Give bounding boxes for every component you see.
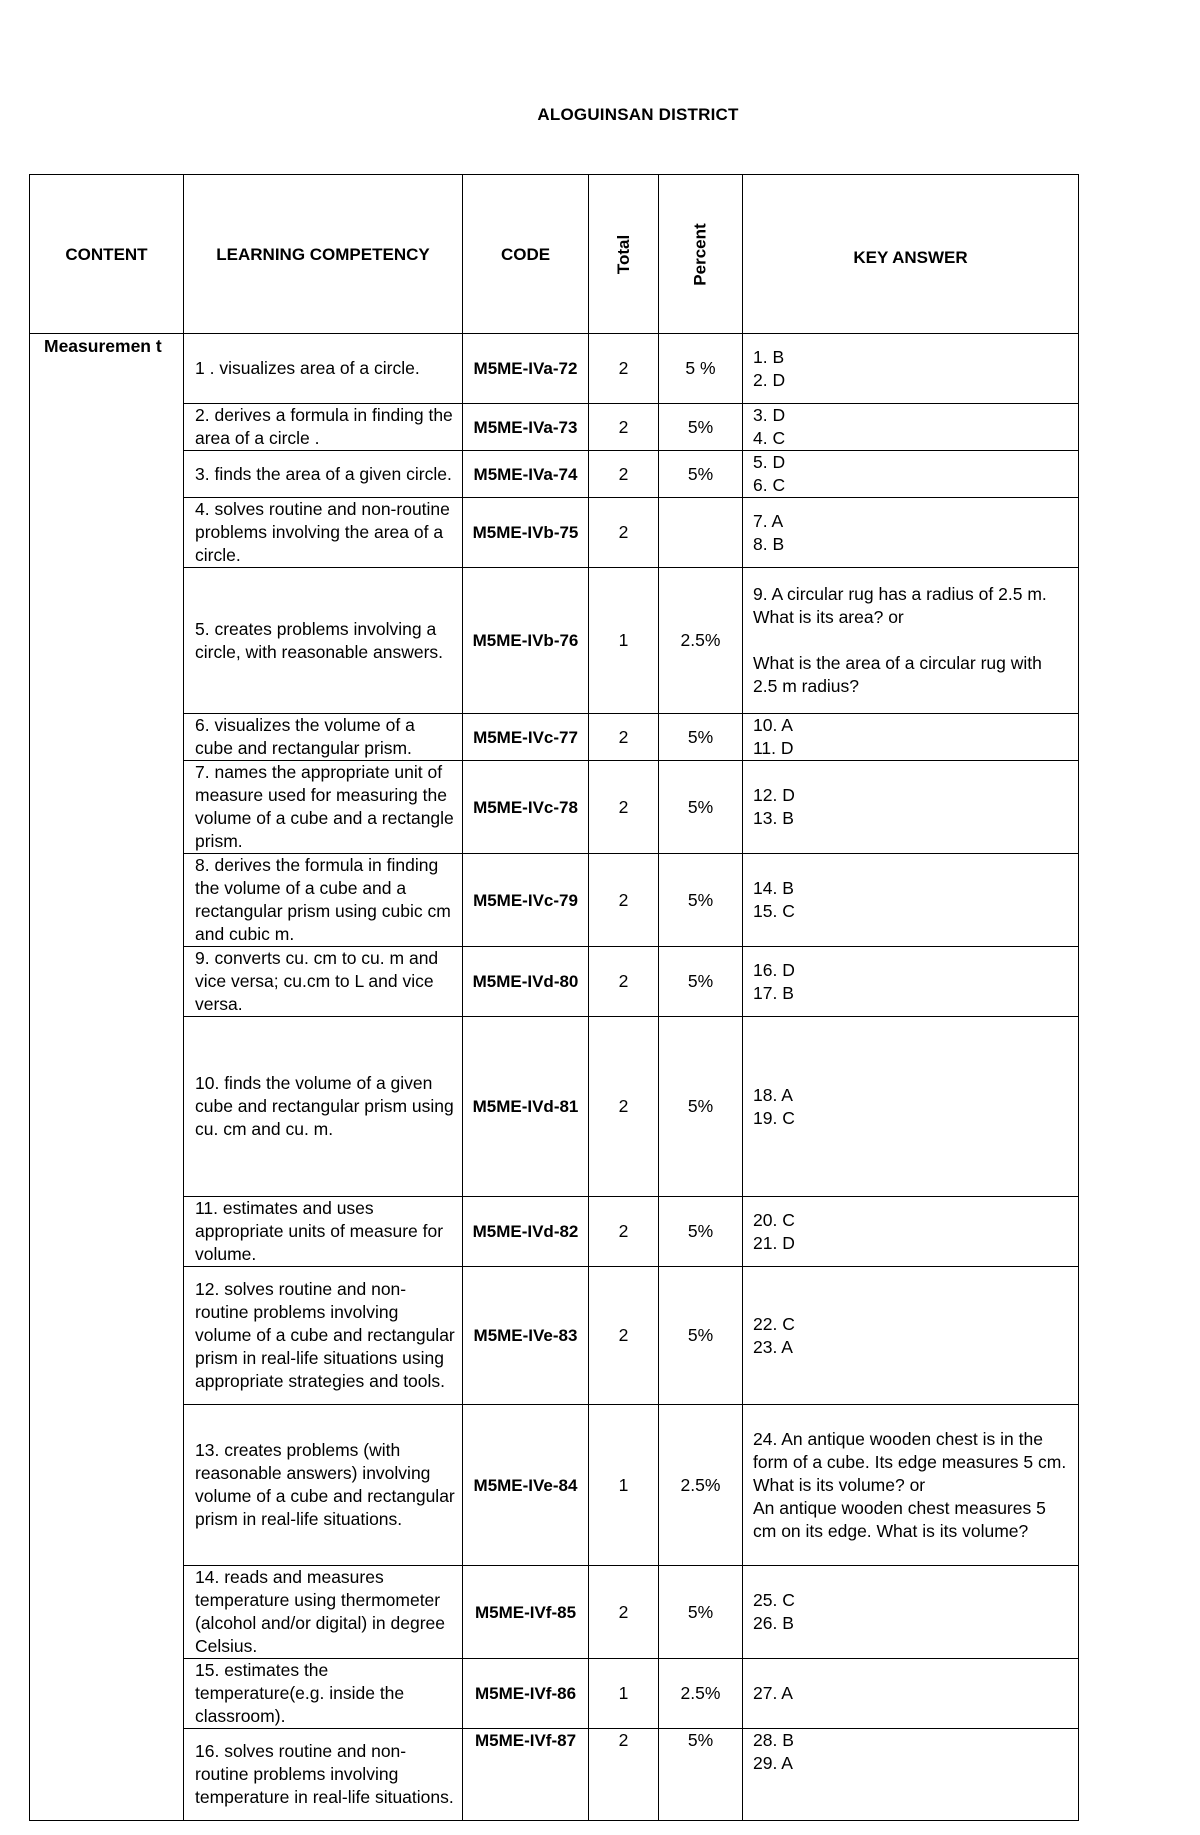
- key-answer-cell: [743, 1405, 1079, 1566]
- key-answer-line: 8. B: [753, 533, 785, 554]
- header-code: CODE: [463, 175, 589, 334]
- code-cell: M5ME-IVc-79: [463, 854, 589, 947]
- key-answer-line: An antique wooden chest measures 5 cm on its edge. What is its volume?: [753, 1497, 1046, 1541]
- key-answer-cell: [743, 451, 1079, 498]
- key-answer-line: 24. An antique wooden chest is in the form of a cube. Its edge measures 5 cm. What is its volume? or: [753, 1428, 1067, 1495]
- table-of-specifications: [29, 174, 1079, 1821]
- code-cell: M5ME-IVf-87: [463, 1729, 589, 1821]
- table-row: [30, 498, 1079, 568]
- percent-cell: 5%: [659, 854, 743, 947]
- key-answer-line: 21. D: [753, 1232, 795, 1253]
- total-cell: 2: [589, 334, 659, 404]
- key-answer-line: 29. A: [753, 1753, 793, 1773]
- competency-cell: 5. creates problems involving a circle, with reasonable answers.: [184, 568, 463, 714]
- code-cell: M5ME-IVd-80: [463, 947, 589, 1017]
- competency-cell: 14. reads and measures temperature using thermometer (alcohol and/or digital) in degree Celsius.: [184, 1566, 463, 1659]
- total-cell: 2: [589, 761, 659, 854]
- competency-cell: 10. finds the volume of a given cube and rectangular prism using cu. cm and cu. m.: [184, 1017, 463, 1197]
- table-row: [30, 714, 1079, 761]
- key-answer-cell: [743, 947, 1079, 1017]
- code-cell: M5ME-IVa-74: [463, 451, 589, 498]
- key-answer-cell: [743, 1017, 1079, 1197]
- key-answer-cell: [743, 854, 1079, 947]
- table-row: [30, 334, 1079, 404]
- table-row: [30, 404, 1079, 451]
- percent-cell: 5%: [659, 1729, 743, 1821]
- code-cell: M5ME-IVc-77: [463, 714, 589, 761]
- code-cell: M5ME-IVc-78: [463, 761, 589, 854]
- percent-cell: 5%: [659, 404, 743, 451]
- table-row: [30, 1659, 1079, 1729]
- header-percent-cell: [659, 175, 743, 334]
- percent-cell: [659, 498, 743, 568]
- percent-cell: 5%: [659, 1197, 743, 1267]
- competency-cell: 1 . visualizes area of a circle.: [184, 334, 463, 404]
- table-row: [30, 568, 1079, 714]
- header-percent: Percent: [691, 222, 710, 286]
- percent-cell: 5%: [659, 451, 743, 498]
- percent-cell: 5%: [659, 761, 743, 854]
- code-cell: M5ME-IVe-83: [463, 1267, 589, 1405]
- table-row: [30, 1017, 1079, 1197]
- code-cell: M5ME-IVa-72: [463, 334, 589, 404]
- table-row: [30, 854, 1079, 947]
- key-answer-line: 20. C: [753, 1209, 795, 1230]
- key-answer-cell: [743, 334, 1079, 404]
- competency-cell: 16. solves routine and non-routine problems involving temperature in real-life situations.: [184, 1729, 463, 1821]
- code-cell: M5ME-IVf-86: [463, 1659, 589, 1729]
- competency-cell: 2. derives a formula in finding the area of a circle .: [184, 404, 463, 451]
- percent-cell: 5%: [659, 1017, 743, 1197]
- key-answer-cell: [743, 568, 1079, 714]
- key-answer-line: 15. C: [753, 901, 795, 921]
- key-answer-line: 23. A: [753, 1336, 793, 1357]
- total-cell: 2: [589, 404, 659, 451]
- code-cell: M5ME-IVb-76: [463, 568, 589, 714]
- table-row: [30, 1729, 1079, 1821]
- header-total: Total: [613, 234, 633, 274]
- key-answer-cell: [743, 1566, 1079, 1659]
- document-title: ALOGUINSAN DISTRICT: [537, 105, 739, 124]
- key-answer-cell: [743, 761, 1079, 854]
- header-key-cell: [743, 175, 1079, 334]
- total-cell: 1: [589, 1405, 659, 1566]
- key-answer-line: 10. A: [753, 715, 793, 735]
- competency-cell: 6. visualizes the volume of a cube and rectangular prism.: [184, 714, 463, 761]
- total-cell: 2: [589, 854, 659, 947]
- key-answer-line: 7. A: [753, 510, 784, 531]
- key-answer-line: 22. C: [753, 1313, 795, 1334]
- total-cell: 2: [589, 1729, 659, 1821]
- key-answer-line: What is the area of a circular rug with 2.5 m radius?: [753, 653, 1042, 696]
- content-category: Measuremen t: [30, 334, 184, 1821]
- key-answer-line: 12. D: [753, 785, 795, 805]
- table-row: [30, 451, 1079, 498]
- key-answer-line: 14. B: [753, 878, 794, 898]
- key-answer-line: 5. D: [753, 452, 786, 472]
- key-answer-line: 13. B: [753, 808, 794, 828]
- key-answer-line: 17. B: [753, 982, 794, 1003]
- key-answer-cell: [743, 714, 1079, 761]
- key-answer-line: 3. D: [753, 405, 786, 425]
- key-answer-cell: [743, 1659, 1079, 1729]
- table-row: [30, 761, 1079, 854]
- percent-cell: 5%: [659, 1267, 743, 1405]
- competency-cell: 4. solves routine and non-routine problems involving the area of a circle.: [184, 498, 463, 568]
- key-answer-line: [753, 629, 1070, 652]
- code-cell: M5ME-IVf-85: [463, 1566, 589, 1659]
- total-cell: 2: [589, 947, 659, 1017]
- total-cell: 2: [589, 498, 659, 568]
- table-row: [30, 1566, 1079, 1659]
- key-answer-line: 19. C: [753, 1107, 795, 1128]
- table-row: [30, 1197, 1079, 1267]
- percent-cell: 5 %: [659, 334, 743, 404]
- total-cell: 2: [589, 1197, 659, 1267]
- header-key: KEY ANSWER: [853, 248, 968, 267]
- key-answer-line: 27. A: [753, 1683, 793, 1703]
- percent-cell: 2.5%: [659, 568, 743, 714]
- code-cell: M5ME-IVd-81: [463, 1017, 589, 1197]
- key-answer-cell: [743, 498, 1079, 568]
- percent-cell: 5%: [659, 1566, 743, 1659]
- key-answer-line: 25. C: [753, 1590, 795, 1610]
- total-cell: 2: [589, 451, 659, 498]
- total-cell: 1: [589, 568, 659, 714]
- key-answer-cell: [743, 1197, 1079, 1267]
- key-answer-line: 26. B: [753, 1613, 794, 1633]
- competency-cell: 13. creates problems (with reasonable answers) involving volume of a cube and rectangular prism in real-life situations.: [184, 1405, 463, 1566]
- key-answer-cell: [743, 404, 1079, 451]
- code-cell: M5ME-IVe-84: [463, 1405, 589, 1566]
- competency-cell: 12. solves routine and non-routine problems involving volume of a cube and rectangular prism in real-life situations using appropriate strategies and tools.: [184, 1267, 463, 1405]
- percent-cell: 5%: [659, 714, 743, 761]
- competency-cell: 3. finds the area of a given circle.: [184, 451, 463, 498]
- total-cell: 2: [589, 1267, 659, 1405]
- total-cell: 2: [589, 714, 659, 761]
- key-answer-line: 18. A: [753, 1084, 793, 1105]
- key-answer-cell: [743, 1729, 1079, 1821]
- table-row: [30, 1405, 1079, 1566]
- header-content: CONTENT: [30, 175, 184, 334]
- competency-cell: 8. derives the formula in finding the volume of a cube and a rectangular prism using cubic cm and cubic m.: [184, 854, 463, 947]
- competency-cell: 7. names the appropriate unit of measure used for measuring the volume of a cube and a rectangle prism.: [184, 761, 463, 854]
- percent-cell: 2.5%: [659, 1659, 743, 1729]
- total-cell: 2: [589, 1017, 659, 1197]
- header-total-cell: [589, 175, 659, 334]
- code-cell: M5ME-IVa-73: [463, 404, 589, 451]
- key-answer-line: 4. C: [753, 428, 786, 448]
- competency-cell: 15. estimates the temperature(e.g. inside the classroom).: [184, 1659, 463, 1729]
- key-answer-line: 2. D: [753, 369, 786, 390]
- key-answer-line: 1. B: [753, 346, 785, 367]
- key-answer-line: 9. A circular rug has a radius of 2.5 m. What is its area? or: [753, 584, 1047, 627]
- table-row: [30, 947, 1079, 1017]
- key-answer-line: 6. C: [753, 475, 786, 495]
- key-answer-line: 11. D: [753, 738, 794, 758]
- total-cell: 1: [589, 1659, 659, 1729]
- key-answer-cell: [743, 1267, 1079, 1405]
- percent-cell: 2.5%: [659, 1405, 743, 1566]
- header-competency: LEARNING COMPETENCY: [184, 175, 463, 334]
- table-row: [30, 1267, 1079, 1405]
- key-answer-line: 16. D: [753, 959, 795, 980]
- header-row: [30, 175, 1079, 334]
- total-cell: 2: [589, 1566, 659, 1659]
- percent-cell: 5%: [659, 947, 743, 1017]
- competency-cell: 9. converts cu. cm to cu. m and vice versa; cu.cm to L and vice versa.: [184, 947, 463, 1017]
- code-cell: M5ME-IVb-75: [463, 498, 589, 568]
- competency-cell: 11. estimates and uses appropriate units of measure for volume.: [184, 1197, 463, 1267]
- key-answer-line: 28. B: [753, 1730, 794, 1750]
- code-cell: M5ME-IVd-82: [463, 1197, 589, 1267]
